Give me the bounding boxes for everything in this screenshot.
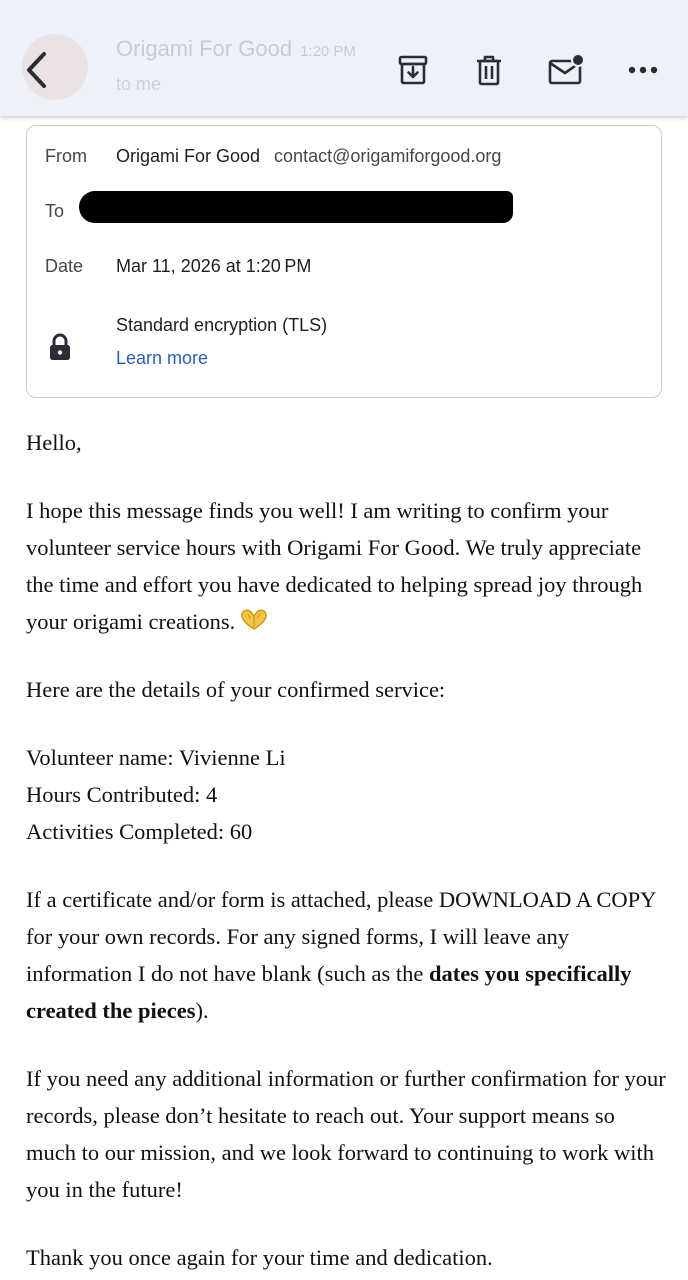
heart-hands-emoji [239,608,269,632]
volunteer-name-line: Volunteer name: Vivienne Li [26,745,286,770]
more-horizontal-icon [627,65,659,75]
top-toolbar [0,0,688,116]
message-body [26,424,666,1280]
behind-header-sender [116,36,356,62]
mark-unread-button[interactable] [544,48,588,92]
behind-time: 1:20 PM [300,43,356,60]
encryption-text: Standard encryption (TLS) [116,315,328,335]
archive-button[interactable] [391,48,435,92]
hours-line: Hours Contributed: 4 [26,782,218,807]
lock-icon [47,332,73,362]
behind-sender-name: Origami For Good [116,36,293,61]
message-details-card [26,125,662,398]
from-label: From [45,146,87,166]
body-paragraph-2: Here are the details of your confirmed service: [26,677,446,702]
recipient-redaction [79,191,513,223]
behind-recipient: to me [116,74,162,94]
more-options-button[interactable] [621,48,665,92]
activities-line: Activities Completed: 60 [26,819,253,844]
greeting: Hello, [26,430,82,455]
back-button[interactable] [14,48,58,92]
body-paragraph-5: If you need any additional information or further confirmation for your records, please don’t hesitate to reach out. Your support means so much to our mission, and we look forward to continuing to work with you in the future! [26,1066,666,1202]
body-paragraph-1 [26,492,666,640]
sender-email[interactable]: contact@origamiforgood.org [274,146,502,166]
date-label: Date [45,256,84,276]
body-paragraph-6: Thank you once again for your time and dedication. [26,1245,493,1270]
from-value [116,146,501,167]
body-paragraph-4-start: If a certificate and/or form is attached, please DOWNLOAD A COPY for your own records. For any signed forms, I will leave any information I do not have blank (such as the [26,887,656,986]
body-paragraph-4-end: ). [195,998,209,1023]
archive-icon [396,53,430,87]
mark-unread-icon [547,53,585,87]
to-label: To [45,201,65,221]
trash-icon [473,53,505,87]
sender-name[interactable]: Origami For Good [116,146,261,166]
back-arrow-icon [23,50,49,90]
delete-button[interactable] [467,48,511,92]
body-paragraph-4 [26,881,666,1029]
learn-more-link[interactable]: Learn more [116,348,209,368]
date-value: Mar 11, 2026 at 1:20 PM [116,256,312,276]
body-paragraph-1-text: I hope this message finds you well! I am writing to confirm your volunteer service hours with Origami For Good. We truly appreciate the time and effort you have dedicated to helping spread joy through your origami creations. [26,498,643,634]
body-paragraph-4-bold: dates you specifically created the pieces [26,961,632,1023]
